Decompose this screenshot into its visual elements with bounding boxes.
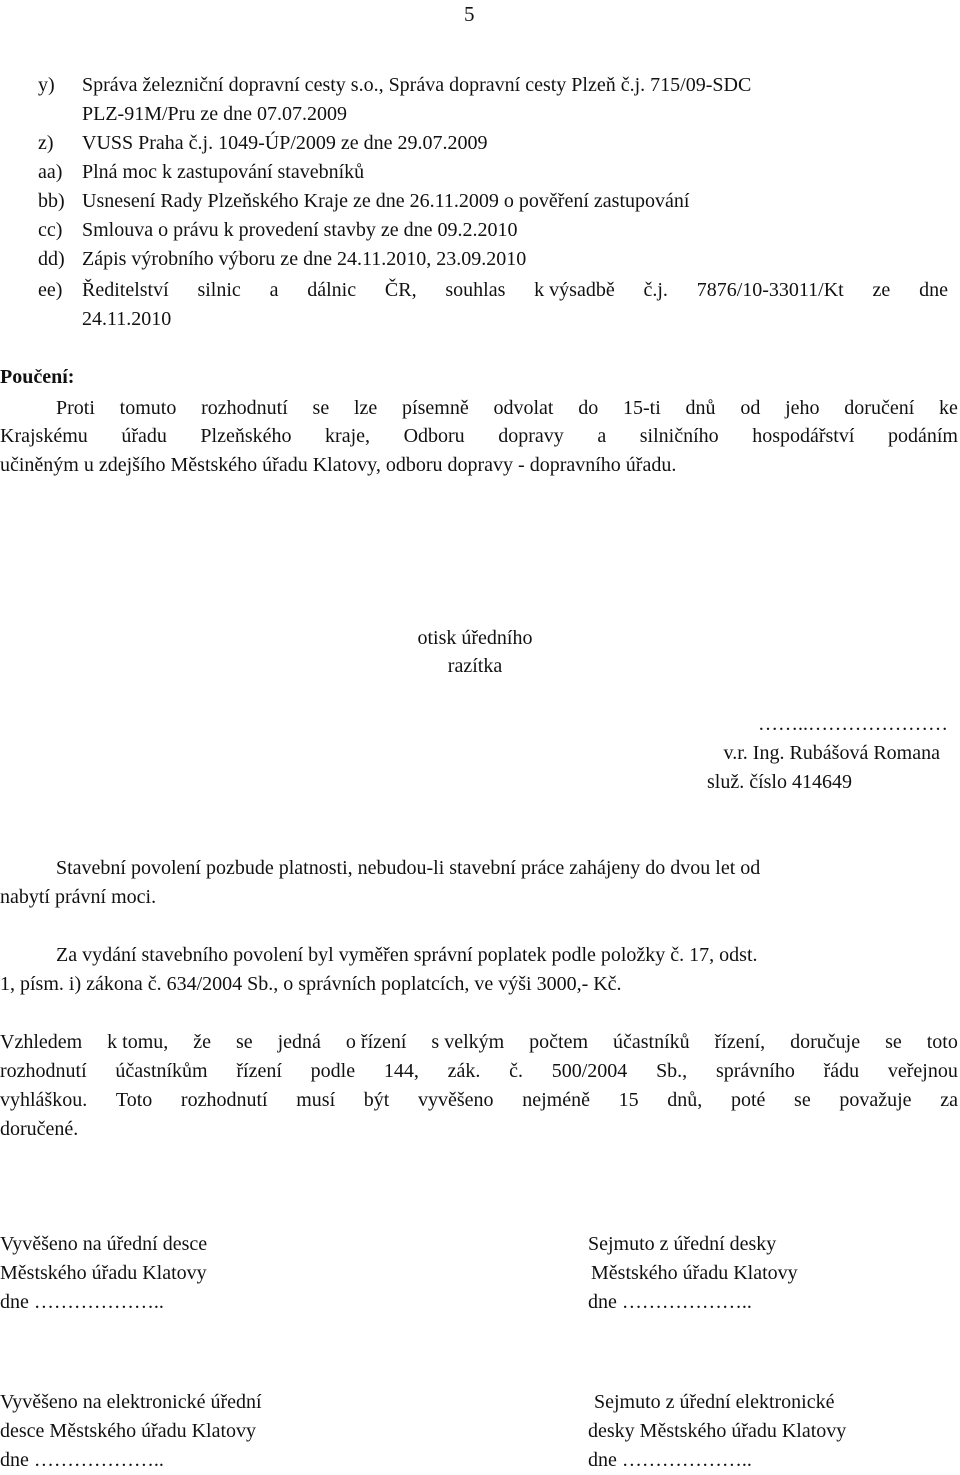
word: jeho	[785, 397, 820, 419]
paragraph-line	[0, 422, 958, 451]
list-item	[38, 245, 526, 274]
word: souhlas	[445, 279, 506, 301]
word: 7876/10-33011/Kt	[696, 279, 844, 301]
page-number: 5	[464, 2, 475, 26]
paragraph-line	[0, 1086, 958, 1115]
fee-line1: Za vydání stavebního povolení byl vyměřen správní poplatek podle položky č. 17, odst.	[56, 944, 758, 966]
list-item-label-ee: ee)	[38, 279, 63, 301]
word: Vzhledem	[0, 1031, 83, 1053]
word: silničního	[639, 425, 719, 447]
word: Krajskému	[0, 425, 88, 447]
word: a	[269, 279, 279, 301]
word: silnic	[197, 279, 241, 301]
list-item-text: Zápis výrobního výboru ze dne 24.11.2010, 23.09.2010	[82, 248, 527, 270]
word: počtem	[529, 1031, 589, 1053]
word: č.	[509, 1060, 523, 1082]
word: č.j.	[643, 279, 668, 301]
word: že	[193, 1031, 212, 1053]
word: odvolat	[493, 397, 554, 419]
signatory-id: služ. číslo 414649	[707, 771, 852, 793]
removed-eboard-line: Sejmuto z úřední elektronické	[594, 1391, 835, 1413]
word: doručuje	[790, 1031, 861, 1053]
removed-board-line: Sejmuto z úřední desky	[588, 1233, 777, 1255]
word: kraje,	[325, 425, 371, 447]
stamp-placeholder-line1: otisk úředního	[417, 627, 533, 649]
word: k tomu,	[107, 1031, 169, 1053]
word: vyvěšeno	[418, 1089, 494, 1111]
validity-line1: Stavební povolení pozbude platnosti, nebudou-li stavební práce zahájeny do dvou let od	[56, 857, 761, 879]
word: musí	[296, 1089, 336, 1111]
word: Proti	[56, 397, 95, 419]
word: správního	[715, 1060, 795, 1082]
word: ze	[872, 279, 891, 301]
stamp-placeholder-line2: razítka	[447, 655, 503, 677]
word: řízení,	[714, 1031, 766, 1053]
validity-line2: nabytí právní moci.	[0, 886, 157, 908]
list-item-continuation: 24.11.2010	[82, 308, 172, 330]
word: 15	[618, 1089, 639, 1111]
word: poté	[730, 1089, 766, 1111]
word: dálnic	[307, 279, 357, 301]
word: a	[597, 425, 607, 447]
word: dne	[919, 279, 948, 301]
posted-eboard-date: dne ………………..	[0, 1449, 164, 1471]
word: Toto	[115, 1089, 153, 1111]
word: se	[235, 1031, 253, 1053]
paragraph-line	[0, 1057, 958, 1086]
signatory-name: v.r. Ing. Rubášová Romana	[723, 742, 940, 764]
word: za	[940, 1089, 958, 1111]
removed-eboard-line: desky Městského úřadu Klatovy	[588, 1420, 847, 1442]
list-item-label: bb)	[38, 190, 65, 212]
word: dnů,	[667, 1089, 703, 1111]
word: Ředitelství	[82, 279, 169, 301]
word: Sb.,	[656, 1060, 688, 1082]
paragraph-line	[0, 1028, 958, 1057]
word: se	[794, 1089, 811, 1111]
word: řádu	[823, 1060, 860, 1082]
word: být	[363, 1089, 390, 1111]
word: dopravy	[498, 425, 564, 447]
list-item-text-justified	[82, 276, 948, 305]
word: 500/2004	[551, 1060, 628, 1082]
posted-board-date: dne ………………..	[0, 1291, 164, 1313]
list-item-text: Plná moc k zastupování stavebníků	[82, 161, 365, 183]
posted-eboard-line: desce Městského úřadu Klatovy	[0, 1420, 257, 1442]
word: toto	[926, 1031, 958, 1053]
list-item	[38, 129, 488, 158]
word: ke	[939, 397, 958, 419]
word: doručení	[844, 397, 915, 419]
word: se	[312, 397, 330, 419]
word: dnů	[685, 397, 716, 419]
word: zák.	[447, 1060, 481, 1082]
word: rozhodnutí	[180, 1089, 268, 1111]
list-item	[38, 158, 364, 187]
list-item-label: cc)	[38, 219, 63, 241]
word: o řízení	[345, 1031, 407, 1053]
posted-board-line: Městského úřadu Klatovy	[0, 1262, 207, 1284]
list-item-text: Správa železniční dopravní cesty s.o., Správa dopravní cesty Plzeň č.j. 715/09-SDC	[82, 74, 752, 96]
list-item-text: Usnesení Rady Plzeňského Kraje ze dne 26.11.2009 o pověření zastupování	[82, 190, 690, 212]
word: Plzeňského	[200, 425, 292, 447]
word: nejméně	[522, 1089, 590, 1111]
removed-board-date: dne ………………..	[588, 1291, 752, 1313]
word: k výsadbě	[534, 279, 615, 301]
word: jedná	[277, 1031, 321, 1053]
paragraph-line	[56, 394, 958, 423]
list-item-text: VUSS Praha č.j. 1049-ÚP/2009 ze dne 29.07.2009	[82, 132, 488, 154]
word: vyhláškou.	[0, 1089, 88, 1111]
word: do	[578, 397, 599, 419]
posted-board-line: Vyvěšeno na úřední desce	[0, 1233, 208, 1255]
signature-dots: ……..…………………	[758, 713, 948, 735]
word: rozhodnutí	[201, 397, 288, 419]
word: 144,	[383, 1060, 419, 1082]
list-item-label: dd)	[38, 248, 65, 270]
word: považuje	[839, 1089, 912, 1111]
word: od	[740, 397, 761, 419]
word: ČR,	[384, 279, 417, 301]
word: podáním	[887, 425, 958, 447]
word: tomuto	[119, 397, 177, 419]
list-item-label: aa)	[38, 161, 63, 183]
list-item-label: z)	[38, 132, 54, 154]
word: s velkým	[431, 1031, 505, 1053]
paragraph-line: doručené.	[0, 1118, 79, 1140]
word: účastníkům	[115, 1060, 208, 1082]
word: účastníků	[613, 1031, 690, 1053]
word: písemně	[402, 397, 469, 419]
list-item	[38, 216, 517, 245]
word: se	[885, 1031, 902, 1053]
list-item-continuation: PLZ-91M/Pru ze dne 07.07.2009	[82, 103, 347, 125]
word: úřadu	[121, 425, 167, 447]
list-item	[38, 187, 689, 216]
removed-eboard-date: dne ………………..	[588, 1449, 752, 1471]
word: lze	[353, 397, 378, 419]
word: podle	[310, 1060, 356, 1082]
list-item	[38, 71, 751, 100]
word: hospodářství	[752, 425, 855, 447]
fee-line2: 1, písm. i) zákona č. 634/2004 Sb., o správních poplatcích, ve výši 3000,- Kč.	[0, 973, 622, 995]
list-item-text: Smlouva o právu k provedení stavby ze dne 09.2.2010	[82, 219, 518, 241]
word: rozhodnutí	[0, 1060, 87, 1082]
list-item-label: y)	[38, 74, 55, 96]
word: Odboru	[403, 425, 465, 447]
paragraph-line: učiněným u zdejšího Městského úřadu Klatovy, odboru dopravy - dopravního úřadu.	[0, 454, 677, 476]
word: veřejnou	[887, 1060, 958, 1082]
word: řízení	[236, 1060, 282, 1082]
word: 15-ti	[623, 397, 661, 419]
section-heading: Poučení:	[0, 366, 75, 388]
posted-eboard-line: Vyvěšeno na elektronické úřední	[0, 1391, 262, 1413]
removed-board-line: Městského úřadu Klatovy	[591, 1262, 798, 1284]
